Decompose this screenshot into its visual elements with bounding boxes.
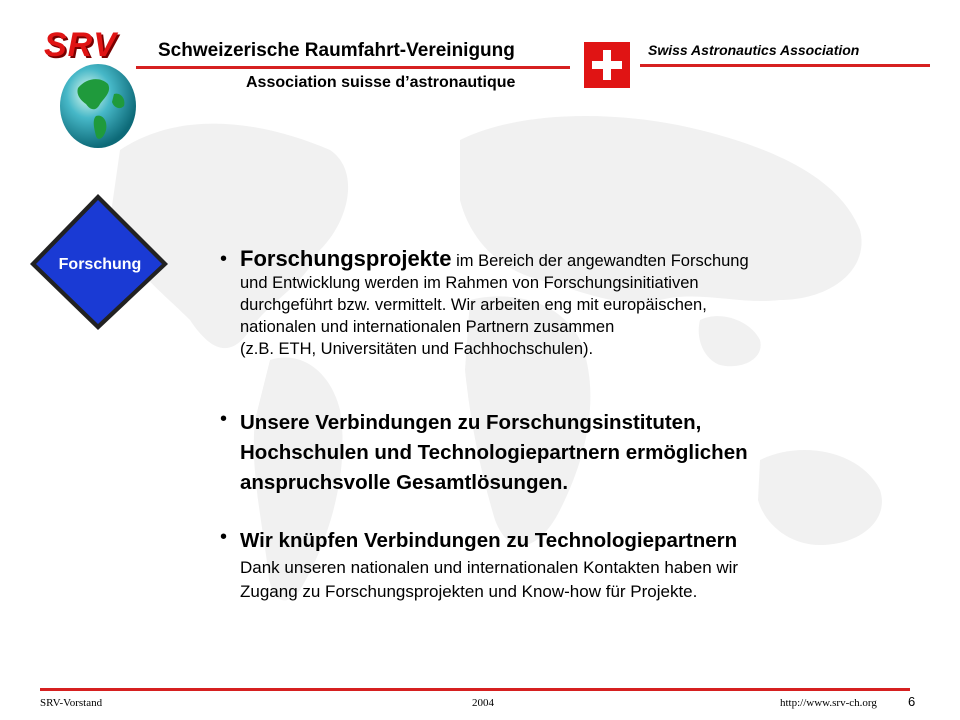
header-line-left [136, 66, 570, 69]
header-line-right [640, 64, 930, 67]
footer-year: 2004 [472, 697, 494, 709]
bullet-text-line: (z.B. ETH, Universitäten und Fachhochschulen). [240, 340, 594, 358]
footer-url[interactable]: http://www.srv-ch.org [780, 697, 877, 709]
footer-left-text: SRV-Vorstand [40, 697, 103, 709]
globe-icon [56, 58, 140, 154]
bullet-body [240, 248, 900, 360]
footer-line [40, 688, 910, 691]
logo-text: SRV [44, 26, 117, 64]
bullet-lead: Forschungsprojekte [240, 246, 452, 271]
bullet-marker: • [220, 248, 228, 270]
bullet-text-line: nationalen und internationalen Partnern zusammen [240, 318, 615, 336]
bullet-text-line: Zugang zu Forschungsprojekten und Know-how für Projekte. [240, 582, 698, 601]
org-name-french: Association suisse d’astronautique [246, 74, 516, 91]
bullet-text-line: anspruchsvolle Gesamtlösungen. [240, 471, 569, 494]
bullet-text-line: und Entwicklung werden im Rahmen von Forschungsinitiativen [240, 274, 699, 292]
org-name-english: Swiss Astronautics Association [648, 42, 860, 58]
bullet-heading: Wir knüpfen Verbindungen zu Technologiepartnern [240, 529, 738, 552]
bullet-body [240, 526, 900, 604]
section-label: Forschung [58, 256, 142, 273]
bullet-text-line: Dank unseren nationalen und internationalen Kontakten haben wir [240, 558, 739, 577]
swiss-flag-icon [584, 42, 630, 88]
bullet-body [240, 408, 900, 498]
bullet-text-line: Hochschulen und Technologiepartnern ermöglichen [240, 441, 748, 464]
bullet-text-line: im Bereich der angewandten Forschung [451, 252, 749, 270]
bullet-text-line: durchgeführt bzw. vermittelt. Wir arbeiten eng mit europäischen, [240, 296, 707, 314]
bullet-marker: • [220, 408, 228, 430]
bullet-text-line: Unsere Verbindungen zu Forschungsinstituten, [240, 411, 702, 434]
bullet-marker: • [220, 526, 228, 548]
page-number: 6 [908, 694, 916, 709]
org-name-german: Schweizerische Raumfahrt-Vereinigung [158, 40, 515, 61]
